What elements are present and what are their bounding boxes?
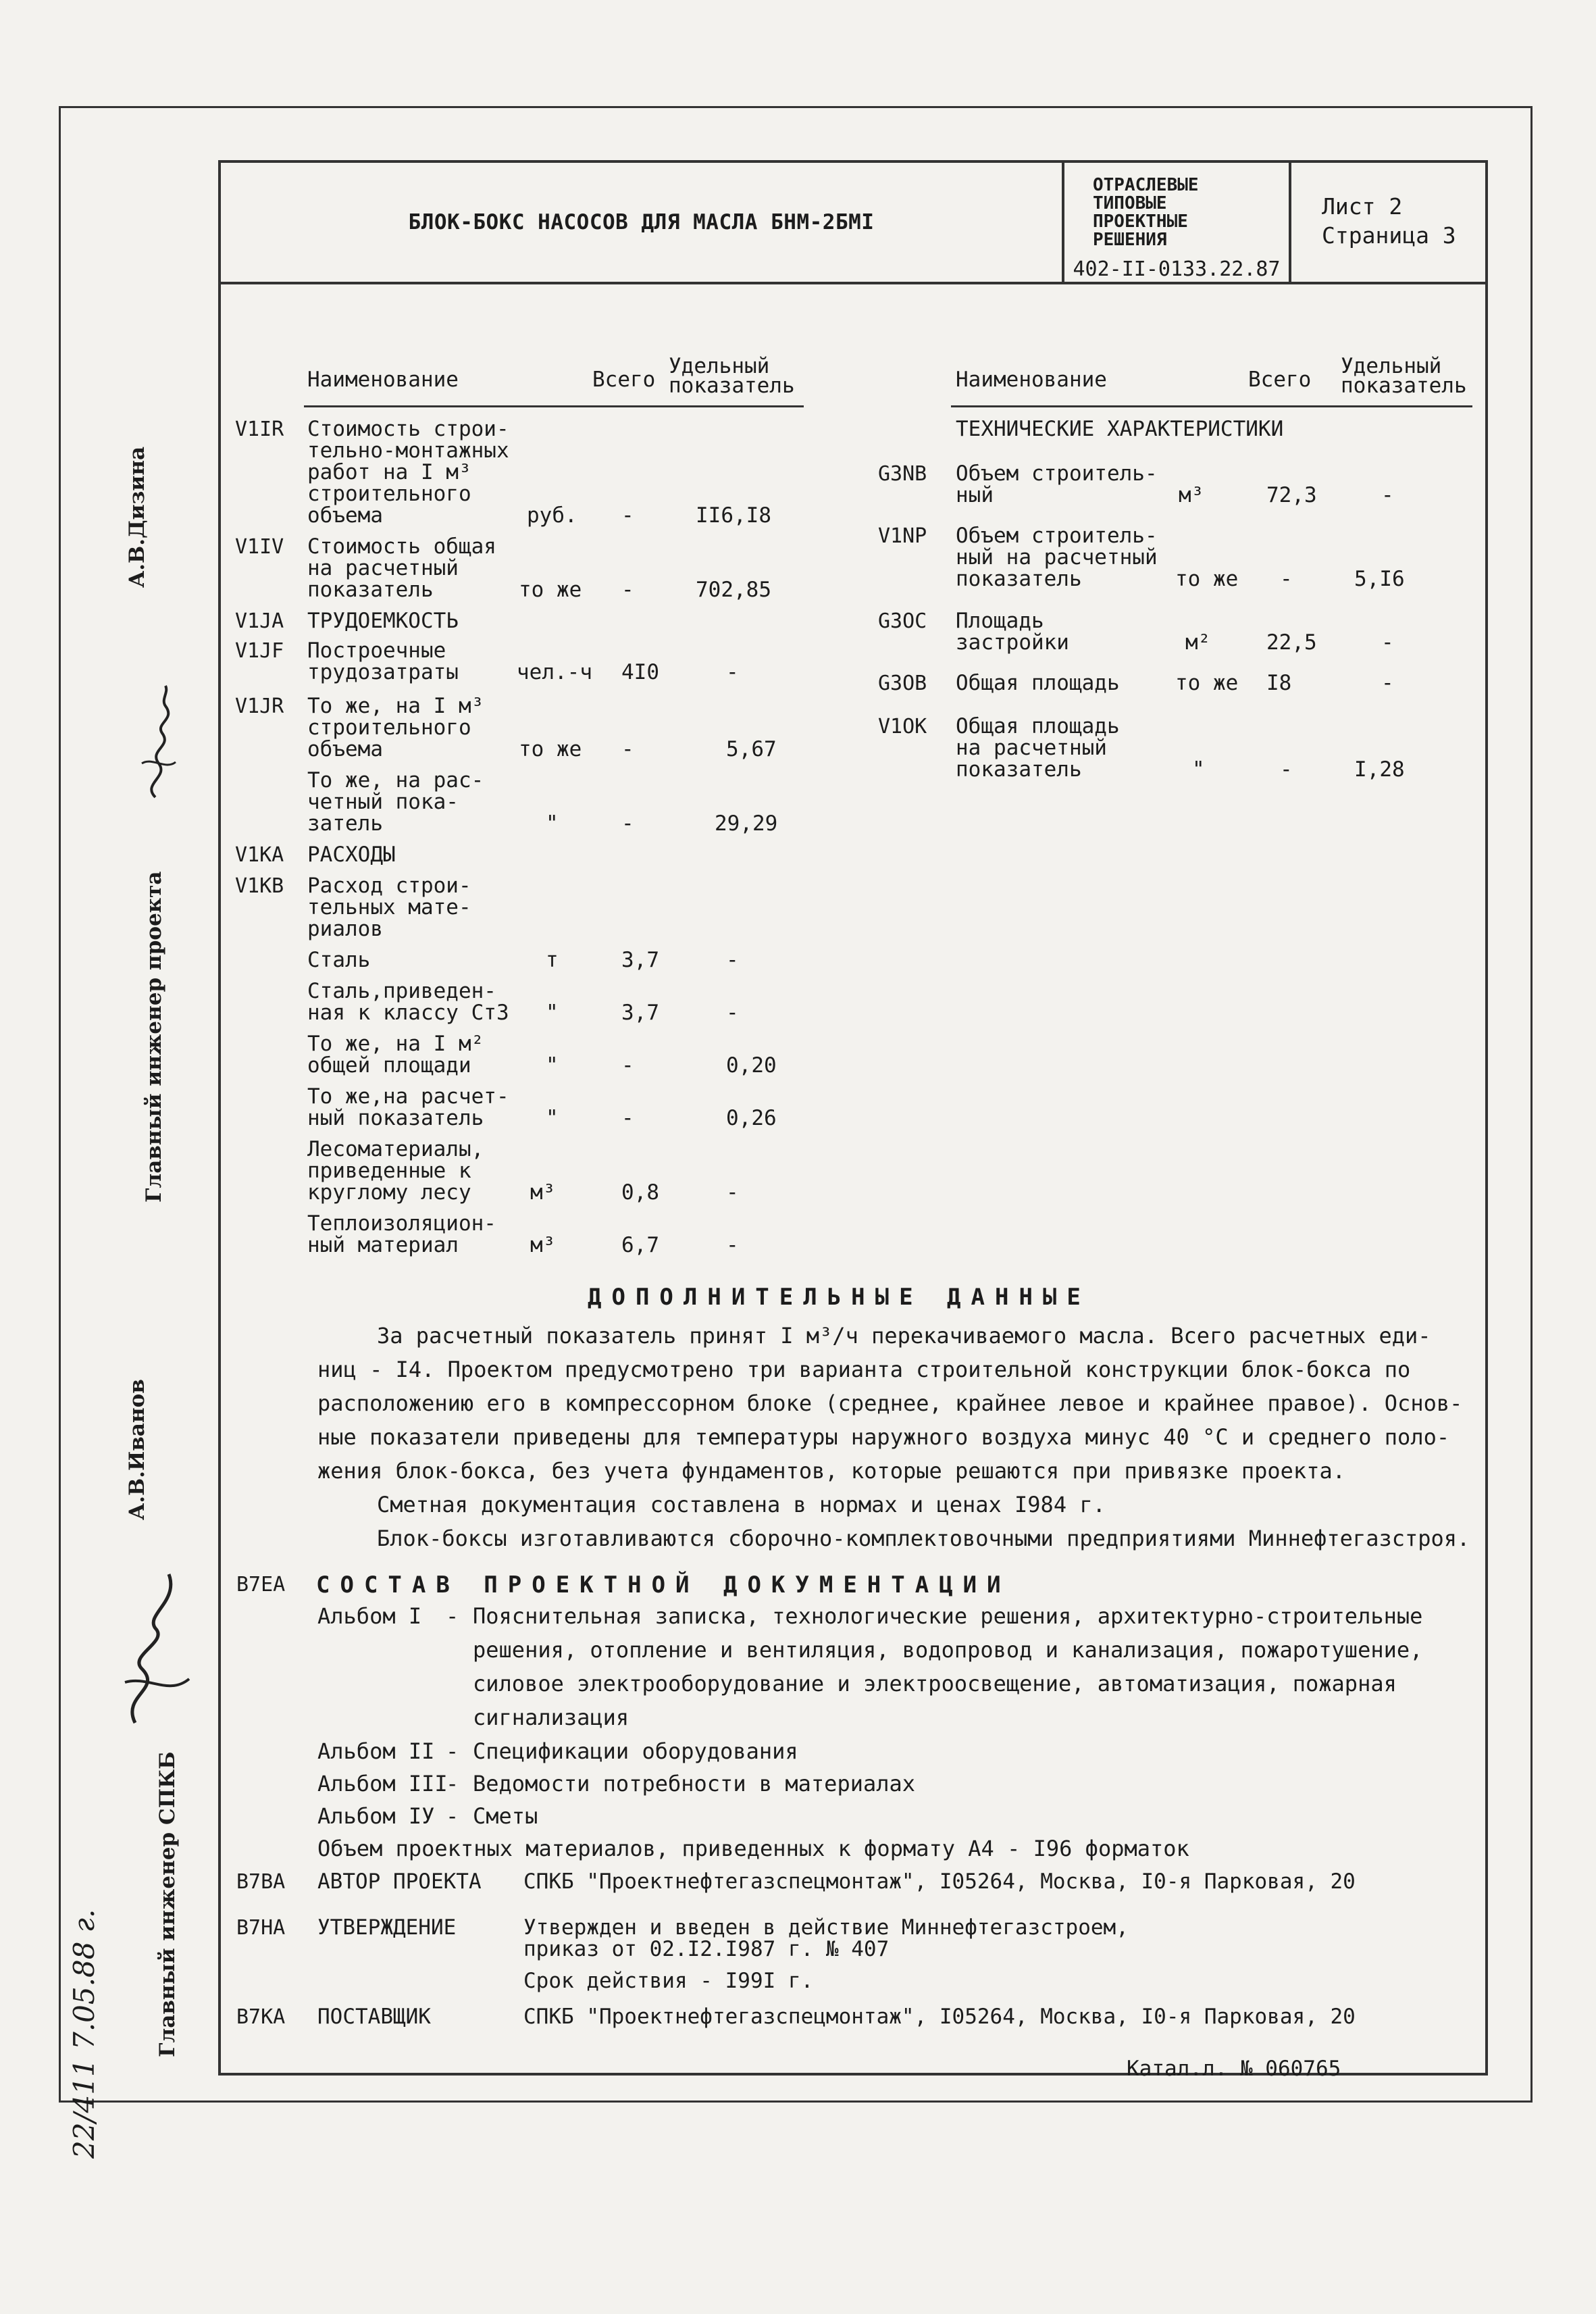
left-row-unit: " [546,811,559,836]
right-row-unit: " [1192,757,1205,782]
author-value: СПКБ "Проектнефтегазспецмонтаж", I05264, Москва, I0-я Парковая, 20 [523,1869,1356,1894]
right-row-code: G3OB [878,672,927,695]
right-row-unit: то же [1175,567,1239,591]
supplier-code: B7KA [236,2005,286,2029]
left-row-name-line: Стоимость строи- [307,417,509,441]
album-dash: - [446,1603,459,1629]
right-row-name-line: Общая площадь [956,671,1120,695]
right-row-total: I8 [1266,671,1292,695]
additional-line: Сметная документация составлена в нормах и ценах I984 г. [377,1492,1106,1517]
right-header-name: Наименование [956,368,1107,392]
left-row-name-line: То же, на I м³ [307,694,484,718]
side-name-dizina: А.В.Дизина [125,446,149,588]
left-header-rule [304,405,804,407]
left-row-name-line: Теплоизоляцион- [307,1211,496,1236]
right-row-total: - [1280,757,1293,782]
left-row-code: V1IV [235,535,284,559]
document-code: 402-II-0133.22.87 [1073,257,1281,281]
right-row-code: G3NB [878,462,927,486]
album-line: Пояснительная записка, технологические решения, архитектурно-строительные [473,1603,1423,1629]
left-row-name-line: затель [307,811,383,836]
supplier-label: ПОСТАВЩИК [317,2005,431,2029]
left-row-name-line: объема [307,737,383,761]
right-row-name-line: Объем строитель- [956,524,1158,548]
right-row-total: 72,3 [1266,483,1317,507]
right-row-total: - [1280,567,1293,591]
right-row-name-line: Объем строитель- [956,461,1158,486]
left-row-unit: чел.-ч [517,660,592,684]
left-row-specific: - [726,1001,739,1025]
album-line: силовое электрооборудование и электроосвещение, автоматизация, пожарная [473,1671,1397,1696]
approval-line: приказ от 02.I2.I987 г. № 407 [523,1937,890,1961]
left-row-name-line: риалов [307,917,383,941]
left-row-name-line: тельных мате- [307,895,471,920]
album-label: Альбом II [317,1738,435,1764]
left-row-total: 3,7 [621,948,659,972]
left-header-specific-2: показатель [669,374,795,398]
left-row-total: - [621,1053,634,1078]
left-row-unit: " [546,1001,559,1025]
right-row-name-line: показатель [956,757,1082,782]
album-label: Альбом I [317,1603,422,1629]
left-row-name-line: ТРУДОЕМКОСТЬ [307,609,459,633]
page-number: Страница 3 [1322,222,1456,249]
right-row-name-line: показатель [956,567,1082,591]
side-name-ivanov: А.В.Иванов [125,1379,149,1520]
category-line-4: РЕШЕНИЯ [1093,230,1167,250]
right-section-title: ТЕХНИЧЕСКИЕ ХАРАКТЕРИСТИКИ [956,417,1284,441]
right-row-total: 22,5 [1266,630,1317,655]
left-row-total: 4I0 [621,660,659,684]
left-row-name-line: Расход строи- [307,874,471,898]
right-row-name-line: ный [956,483,994,507]
right-row-unit: м² [1185,630,1211,655]
composition-title: СОСТАВ ПРОЕКТНОЙ ДОКУМЕНТАЦИИ [316,1571,1011,1599]
left-row-name-line: То же, на рас- [307,768,484,793]
left-row-total: - [621,1106,634,1130]
left-row-specific: - [726,1180,739,1205]
right-row-name-line: ный на расчетный [956,545,1158,570]
left-row-total: 0,8 [621,1180,659,1205]
left-row-name-line: показатель [307,578,434,602]
left-row-name-line: ный показатель [307,1106,484,1130]
left-row-name-line: тельно-монтажных [307,438,509,463]
left-row-total: - [621,737,634,761]
author-label: АВТОР ПРОЕКТА [317,1869,482,1894]
side-role-chief-project: Главный инженер проекта [142,871,166,1203]
right-header-specific-1: Удельный [1341,354,1442,378]
right-row-name-line: на расчетный [956,736,1107,760]
left-row-total: - [621,503,634,528]
left-row-name-line: То же,на расчет- [307,1084,509,1109]
left-row-code: V1JF [235,639,284,663]
right-row-name-line: застройки [956,630,1069,655]
left-row-unit: " [546,1053,559,1078]
sheet-number: Лист 2 [1322,193,1403,220]
signature-dizina [128,682,189,804]
left-row-name-line: объема [307,503,383,528]
right-row-specific: I,28 [1354,757,1405,782]
category-line-2: ТИПОВЫЕ [1093,193,1167,213]
left-row-name-line: Лесоматериалы, [307,1137,484,1161]
materials-volume: Объем проектных материалов, приведенных к формату А4 - I96 форматок [317,1836,1189,1861]
left-row-code: V1KA [235,843,284,867]
supplier-value: СПКБ "Проектнефтегазспецмонтаж", I05264, Москва, I0-я Парковая, 20 [523,2005,1356,2029]
left-row-name-line: приведенные к [307,1159,471,1183]
right-row-code: V1NP [878,524,927,548]
album-label: Альбом III [317,1771,448,1796]
left-row-specific: II6,I8 [696,503,771,528]
category-line-3: ПРОЕКТНЫЕ [1093,211,1188,232]
left-row-code: V1IR [235,418,284,441]
approval-term: Срок действия - I99I г. [523,1969,814,1993]
right-row-unit: м³ [1179,483,1204,507]
right-header-rule [951,405,1472,407]
left-row-name-line: Сталь,приведен- [307,979,496,1003]
left-row-name-line: Стоимость общая [307,534,496,559]
album-line: Сметы [473,1803,538,1829]
album-line: решения, отопление и вентиляция, водопровод и канализация, пожаротушение, [473,1637,1423,1663]
left-row-code: V1KB [235,874,284,898]
left-header-specific-1: Удельный [669,354,770,378]
left-row-specific: - [726,1233,739,1257]
left-row-total: 6,7 [621,1233,659,1257]
left-row-specific: 5,67 [726,737,777,761]
album-dash: - [446,1771,459,1796]
left-row-unit: то же [519,737,582,761]
album-dash: - [446,1803,459,1829]
right-row-unit: то же [1175,671,1239,695]
left-row-name-line: ная к классу Ст3 [307,1001,509,1025]
catalog-number: Катал.л. № 060765 [1127,2057,1341,2081]
left-row-specific: - [726,948,739,972]
left-row-code: V1JR [235,695,284,718]
right-row-specific: - [1381,630,1394,655]
additional-line: ные показатели приведены для температуры наружного воздуха минус 40 °С и среднего поло- [317,1424,1450,1450]
left-row-specific: 0,26 [726,1106,777,1130]
left-row-unit: руб. [527,503,577,528]
left-row-name-line: строительного [307,482,471,506]
composition-code: B7EA [236,1573,286,1596]
right-row-specific: - [1381,483,1394,507]
additional-line: Блок-боксы изготавливаются сборочно-комплектовочными предприятиями Миннефтегазстроя. [377,1526,1470,1551]
signature-ivanov [115,1561,196,1730]
left-row-name-line: То же, на I м² [307,1032,484,1056]
left-row-specific: 0,20 [726,1053,777,1078]
left-row-total: 3,7 [621,1001,659,1025]
title-block-sheet [1291,163,1485,282]
additional-data-title: ДОПОЛНИТЕЛЬНЫЕ ДАННЫЕ [588,1284,1091,1311]
additional-line: ниц - I4. Проектом предусмотрено три варианта строительной конструкции блок-бокса по [317,1357,1411,1382]
album-label: Альбом IУ [317,1803,435,1829]
left-header-name: Наименование [307,368,459,392]
approval-code: B7HA [236,1916,286,1940]
title-block-category [1062,163,1291,282]
left-row-name-line: строительного [307,715,471,740]
side-role-chief-spkb: Главный инженер СПКБ [155,1751,180,2057]
left-row-unit: м³ [530,1233,556,1257]
additional-line: жения блок-бокса, без учета фундаментов, которые решаются при привязке проекта. [317,1458,1345,1484]
left-row-name-line: круглому лесу [307,1180,471,1205]
approval-label: УТВЕРЖДЕНИЕ [317,1915,457,1940]
left-row-specific: 702,85 [696,578,771,602]
additional-line: расположению его в компрессорном блоке (среднее, крайнее левое и крайнее правое). Основ- [317,1390,1463,1416]
right-row-name-line: Общая площадь [956,714,1120,738]
left-row-code: V1JA [235,609,284,633]
right-row-name-line: Площадь [956,609,1044,633]
left-row-name-line: трудозатраты [307,660,459,684]
left-row-name-line: ный материал [307,1233,459,1257]
left-row-unit: м³ [530,1180,556,1205]
left-row-specific: - [726,660,739,684]
left-header-total: Всего [592,368,656,392]
left-row-specific: 29,29 [715,811,778,836]
left-row-name-line: четный пока- [307,790,459,814]
right-header-total: Всего [1248,368,1312,392]
document-title: БЛОК-БОКС НАСОСОВ ДЛЯ МАСЛА БНМ-2БМI [408,210,875,234]
category-line-1: ОТРАСЛЕВЫЕ [1093,175,1199,195]
left-row-name-line: РАСХОДЫ [307,842,396,867]
side-handwritten-date: 22/411 7.05.88 г. [68,1909,101,2159]
album-line: сигнализация [473,1705,629,1730]
left-row-name-line: Построечные [307,638,446,663]
author-code: B7BA [236,1870,286,1894]
right-row-code: V1OK [878,715,927,738]
album-line: Ведомости потребности в материалах [473,1771,916,1796]
album-line: Спецификации оборудования [473,1738,798,1764]
right-row-code: G3OC [878,609,927,633]
left-row-total: - [621,811,634,836]
left-row-name-line: на расчетный [307,556,459,580]
left-row-unit: " [546,1106,559,1130]
additional-line: За расчетный показатель принят I м³/ч перекачиваемого масла. Всего расчетных еди- [377,1323,1431,1349]
left-row-name-line: общей площади [307,1053,471,1078]
left-row-unit: т [546,948,559,972]
album-dash: - [446,1738,459,1764]
right-header-specific-2: показатель [1341,374,1467,398]
left-row-name-line: работ на I м³ [307,460,471,484]
title-block [221,163,1485,284]
approval-line: Утвержден и введен в действие Миннефтегазстроем, [523,1915,1129,1940]
left-row-unit: то же [519,578,582,602]
left-row-name-line: Сталь [307,948,371,972]
right-row-specific: 5,I6 [1354,567,1405,591]
right-row-specific: - [1381,671,1394,695]
left-row-total: - [621,578,634,602]
